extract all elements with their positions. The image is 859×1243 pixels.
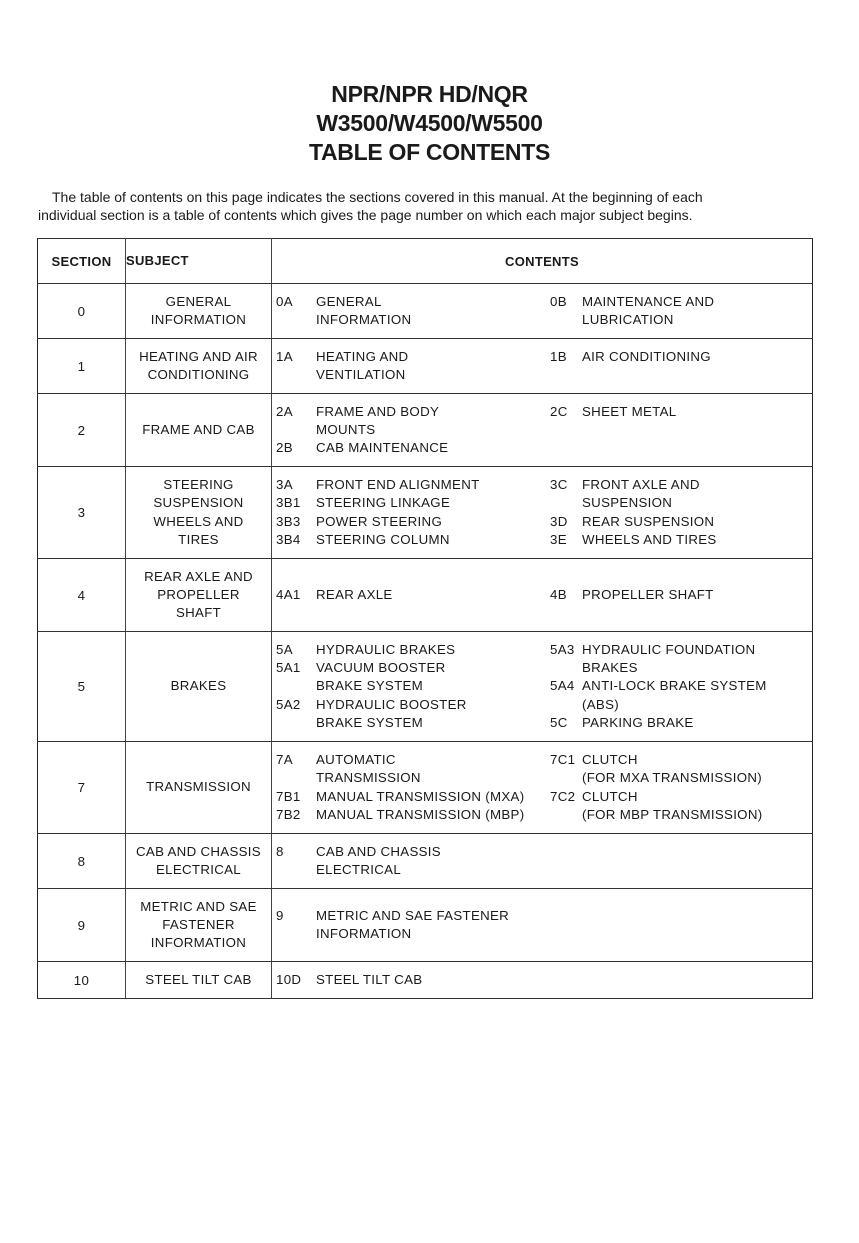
- entry-title-line: PROPELLER SHAFT: [582, 586, 714, 602]
- entry-code: 5A4: [550, 678, 575, 694]
- entry-title: [316, 843, 544, 880]
- entry-title: [582, 714, 812, 732]
- subject-line: METRIC AND SAE: [140, 898, 257, 914]
- entry-title: [582, 586, 812, 604]
- contents-column-left: [272, 586, 544, 604]
- contents-entry: [550, 641, 812, 678]
- entry-code: 5A: [276, 641, 293, 657]
- contents-entry: [550, 531, 812, 549]
- contents-entry: [272, 513, 544, 531]
- subject-line: INFORMATION: [150, 312, 247, 327]
- entry-code: 5A2: [276, 696, 301, 712]
- entry-code: 4B: [550, 586, 567, 602]
- entry-title: [316, 348, 544, 385]
- subject-line: GENERAL: [165, 293, 232, 309]
- entry-title: [316, 439, 544, 457]
- subject-line: SHAFT: [175, 605, 222, 621]
- table-row: [38, 632, 813, 742]
- entry-title-line: HYDRAULIC BOOSTER: [316, 696, 467, 712]
- contents-column-right: [544, 403, 812, 458]
- entry-title: [316, 806, 544, 824]
- entry-title-line: CAB MAINTENANCE: [316, 440, 449, 456]
- section-number: 10: [38, 962, 126, 999]
- entry-title-line: WHEELS AND TIRES: [582, 531, 717, 547]
- entry-title-line: STEERING COLUMN: [316, 531, 450, 547]
- contents-entry: [272, 806, 544, 824]
- contents-column-right: [544, 751, 812, 824]
- entry-code: 3D: [550, 513, 568, 529]
- entry-title-line: STEERING LINKAGE: [316, 495, 451, 511]
- entry-title: [316, 971, 544, 989]
- title-line-heading: TABLE OF CONTENTS: [308, 139, 551, 165]
- contents-entry: [272, 476, 544, 494]
- contents-column-right: [544, 843, 812, 880]
- subject-cell: [126, 962, 272, 999]
- contents-entry: [550, 476, 812, 513]
- entry-title: [316, 696, 544, 733]
- contents-entry: [550, 788, 812, 825]
- entry-title: [582, 677, 812, 714]
- table-body: [38, 284, 813, 999]
- contents-column-right: [544, 348, 812, 385]
- subject-cell: [126, 834, 272, 889]
- entry-title-line: HEATING AND: [316, 348, 409, 364]
- contents-entry: [272, 971, 544, 989]
- entry-title-line: BRAKE SYSTEM: [316, 678, 424, 694]
- entry-title-line: HYDRAULIC BRAKES: [316, 641, 456, 657]
- entry-code: 8: [276, 843, 284, 859]
- subject-line: SUSPENSION: [153, 495, 244, 511]
- entry-title: [582, 348, 812, 366]
- entry-title-line: CLUTCH: [582, 788, 638, 804]
- entry-title-line: FRAME AND BODY: [316, 403, 440, 419]
- entry-title-line: SHEET METAL: [582, 403, 677, 419]
- section-number: 4: [38, 559, 126, 632]
- section-number: 1: [38, 339, 126, 394]
- contents-column-left: [272, 907, 544, 944]
- contents-table: [37, 238, 813, 999]
- header-subject: SUBJECT: [126, 239, 272, 284]
- contents-entry: [272, 531, 544, 549]
- entry-title-line: FRONT END ALIGNMENT: [316, 476, 480, 492]
- entry-title-line: (FOR MXA TRANSMISSION): [582, 770, 762, 786]
- entry-title: [316, 494, 544, 512]
- entry-code: 3B3: [276, 513, 301, 529]
- table-row: [38, 467, 813, 559]
- entry-code: 2B: [276, 440, 293, 456]
- entry-title-line: MOUNTS: [316, 421, 376, 437]
- title-line-variants: W3500/W4500/W5500: [316, 110, 543, 136]
- entry-code: 3A: [276, 476, 293, 492]
- document-title: [0, 80, 859, 167]
- contents-entry: [272, 494, 544, 512]
- entry-title: [316, 751, 544, 788]
- entry-title-line: (ABS): [582, 696, 619, 712]
- entry-title-line: CLUTCH: [582, 751, 638, 767]
- entry-title-line: BRAKE SYSTEM: [316, 714, 424, 730]
- contents-entry: [272, 403, 544, 440]
- entry-title-line: TRANSMISSION: [316, 770, 421, 786]
- entry-title-line: POWER STEERING: [316, 513, 443, 529]
- contents-column-left: [272, 971, 544, 989]
- contents-column-right: [544, 641, 812, 732]
- section-number: 9: [38, 889, 126, 962]
- subject-line: TIRES: [178, 531, 219, 547]
- entry-title-line: SUSPENSION: [582, 495, 673, 511]
- entry-title-line: CAB AND CHASSIS: [316, 843, 441, 859]
- entry-code: 3B4: [276, 531, 301, 547]
- subject-cell: [126, 339, 272, 394]
- intro-paragraph: [38, 188, 828, 224]
- entry-title-line: VENTILATION: [316, 367, 406, 382]
- entry-title: [316, 531, 544, 549]
- subject-line: CONDITIONING: [147, 367, 250, 382]
- entry-title-line: INFORMATION: [316, 312, 412, 327]
- contents-cell: [272, 962, 813, 999]
- contents-cell: [272, 339, 813, 394]
- entry-code: 4A1: [276, 586, 301, 602]
- entry-title-line: MANUAL TRANSMISSION (MXA): [316, 788, 525, 804]
- subject-cell: [126, 632, 272, 742]
- header-section: SECTION: [38, 239, 126, 284]
- entry-code: 5C: [550, 714, 568, 730]
- contents-entry: [272, 751, 544, 788]
- subject-line: ELECTRICAL: [155, 862, 242, 877]
- contents-column-left: [272, 641, 544, 732]
- subject-cell: [126, 742, 272, 834]
- entry-title: [582, 293, 812, 330]
- contents-entry: [272, 348, 544, 385]
- contents-cell: [272, 889, 813, 962]
- entry-title: [582, 788, 812, 825]
- entry-title: [316, 907, 544, 944]
- contents-entry: [272, 843, 544, 880]
- table-row: [38, 962, 813, 999]
- subject-line: FRAME AND CAB: [142, 421, 255, 437]
- contents-entry: [550, 293, 812, 330]
- subject-line: HEATING AND AIR: [139, 348, 258, 364]
- subject-cell: [126, 394, 272, 467]
- entry-code: 3E: [550, 531, 567, 547]
- contents-cell: [272, 632, 813, 742]
- entry-title-line: REAR SUSPENSION: [582, 513, 715, 529]
- entry-title: [316, 641, 544, 659]
- entry-title-line: STEEL TILT CAB: [316, 971, 423, 987]
- subject-line: INFORMATION: [150, 935, 247, 951]
- entry-code: 7C1: [550, 751, 576, 767]
- contents-cell: [272, 394, 813, 467]
- entry-code: 7C2: [550, 788, 576, 804]
- entry-code: 3B1: [276, 495, 301, 511]
- contents-column-right: [544, 907, 812, 944]
- section-number: 0: [38, 284, 126, 339]
- table-header-row: [38, 239, 813, 284]
- contents-entry: [550, 513, 812, 531]
- table-row: [38, 559, 813, 632]
- subject-line: WHEELS AND: [153, 513, 244, 529]
- contents-column-left: [272, 476, 544, 549]
- subject-line: REAR AXLE AND: [144, 568, 253, 584]
- contents-entry: [272, 293, 544, 330]
- entry-title-line: GENERAL: [316, 293, 382, 309]
- entry-title-line: ANTI-LOCK BRAKE SYSTEM: [582, 678, 767, 694]
- entry-code: 2C: [550, 403, 568, 419]
- section-number: 7: [38, 742, 126, 834]
- entry-title-line: METRIC AND SAE FASTENER: [316, 907, 510, 923]
- title-line-models: NPR/NPR HD/NQR: [331, 81, 528, 107]
- table-row: [38, 742, 813, 834]
- subject-line: BRAKES: [170, 678, 227, 694]
- contents-column-left: [272, 293, 544, 330]
- contents-entry: [550, 586, 812, 604]
- contents-entry: [550, 714, 812, 732]
- entry-code: 5A1: [276, 660, 301, 676]
- contents-cell: [272, 467, 813, 559]
- contents-column-left: [272, 843, 544, 880]
- contents-entry: [550, 677, 812, 714]
- section-number: 8: [38, 834, 126, 889]
- entry-title: [316, 476, 544, 494]
- entry-title: [582, 476, 812, 513]
- section-number: 5: [38, 632, 126, 742]
- entry-title: [316, 659, 544, 696]
- contents-entry: [550, 348, 812, 366]
- entry-code: 0B: [550, 293, 567, 309]
- subject-cell: [126, 889, 272, 962]
- entry-title: [316, 403, 544, 440]
- intro-line-1: The table of contents on this page indicates the sections covered in this manual. At the beginning of each: [52, 189, 703, 205]
- entry-code: 1B: [550, 348, 567, 364]
- entry-title: [582, 403, 812, 421]
- contents-cell: [272, 559, 813, 632]
- entry-title-line: VACUUM BOOSTER: [316, 660, 446, 676]
- entry-title: [316, 293, 544, 330]
- entry-code: 2A: [276, 403, 293, 419]
- entry-title-line: PARKING BRAKE: [582, 714, 694, 730]
- contents-column-right: [544, 971, 812, 989]
- subject-line: CAB AND CHASSIS: [136, 843, 261, 859]
- entry-title-line: ELECTRICAL: [316, 862, 402, 877]
- entry-code: 7B1: [276, 788, 301, 804]
- contents-column-right: [544, 293, 812, 330]
- entry-code: 10D: [276, 971, 302, 987]
- contents-cell: [272, 284, 813, 339]
- contents-entry: [272, 788, 544, 806]
- contents-entry: [272, 586, 544, 604]
- contents-entry: [272, 439, 544, 457]
- subject-cell: [126, 467, 272, 559]
- entry-title-line: BRAKES: [582, 660, 638, 676]
- contents-column-left: [272, 348, 544, 385]
- subject-cell: [126, 284, 272, 339]
- entry-title-line: LUBRICATION: [582, 312, 674, 327]
- entry-code: 1A: [276, 348, 293, 364]
- entry-title: [316, 788, 544, 806]
- contents-column-right: [544, 586, 812, 604]
- entry-title-line: AIR CONDITIONING: [582, 348, 711, 364]
- table-row: [38, 889, 813, 962]
- contents-entry: [272, 641, 544, 659]
- subject-line: STEEL TILT CAB: [145, 971, 252, 987]
- contents-entry: [272, 696, 544, 733]
- entry-code: 5A3: [550, 641, 575, 657]
- subject-cell: [126, 559, 272, 632]
- intro-line-2: individual section is a table of contents which gives the page number on which each major subject begins.: [38, 207, 693, 223]
- contents-column-left: [272, 403, 544, 458]
- entry-title-line: MAINTENANCE AND: [582, 293, 715, 309]
- contents-entry: [550, 751, 812, 788]
- entry-code: 7A: [276, 751, 293, 767]
- contents-column-left: [272, 751, 544, 824]
- entry-title-line: REAR AXLE: [316, 586, 393, 602]
- section-number: 2: [38, 394, 126, 467]
- entry-title-line: MANUAL TRANSMISSION (MBP): [316, 806, 525, 822]
- entry-title: [582, 641, 812, 678]
- entry-code: 9: [276, 907, 284, 923]
- contents-column-right: [544, 476, 812, 549]
- entry-code: 3C: [550, 476, 568, 492]
- entry-title: [316, 586, 544, 604]
- entry-title-line: (FOR MBP TRANSMISSION): [582, 806, 763, 822]
- entry-title-line: INFORMATION: [316, 926, 412, 941]
- subject-line: PROPELLER: [157, 586, 240, 602]
- header-contents: CONTENTS: [272, 239, 813, 284]
- entry-code: 7B2: [276, 806, 301, 822]
- table-row: [38, 284, 813, 339]
- entry-title: [582, 751, 812, 788]
- section-number: 3: [38, 467, 126, 559]
- table-row: [38, 834, 813, 889]
- entry-title-line: FRONT AXLE AND: [582, 476, 700, 492]
- contents-cell: [272, 742, 813, 834]
- entry-title: [582, 531, 812, 549]
- table-row: [38, 394, 813, 467]
- entry-title-line: AUTOMATIC: [316, 751, 396, 767]
- subject-line: TRANSMISSION: [146, 779, 251, 795]
- contents-entry: [550, 403, 812, 421]
- entry-code: 0A: [276, 293, 293, 309]
- subject-line: STEERING: [163, 476, 234, 492]
- contents-entry: [272, 907, 544, 944]
- subject-line: FASTENER: [162, 916, 235, 932]
- contents-entry: [272, 659, 544, 696]
- table-row: [38, 339, 813, 394]
- entry-title: [316, 513, 544, 531]
- entry-title: [582, 513, 812, 531]
- contents-cell: [272, 834, 813, 889]
- entry-title-line: HYDRAULIC FOUNDATION: [582, 641, 756, 657]
